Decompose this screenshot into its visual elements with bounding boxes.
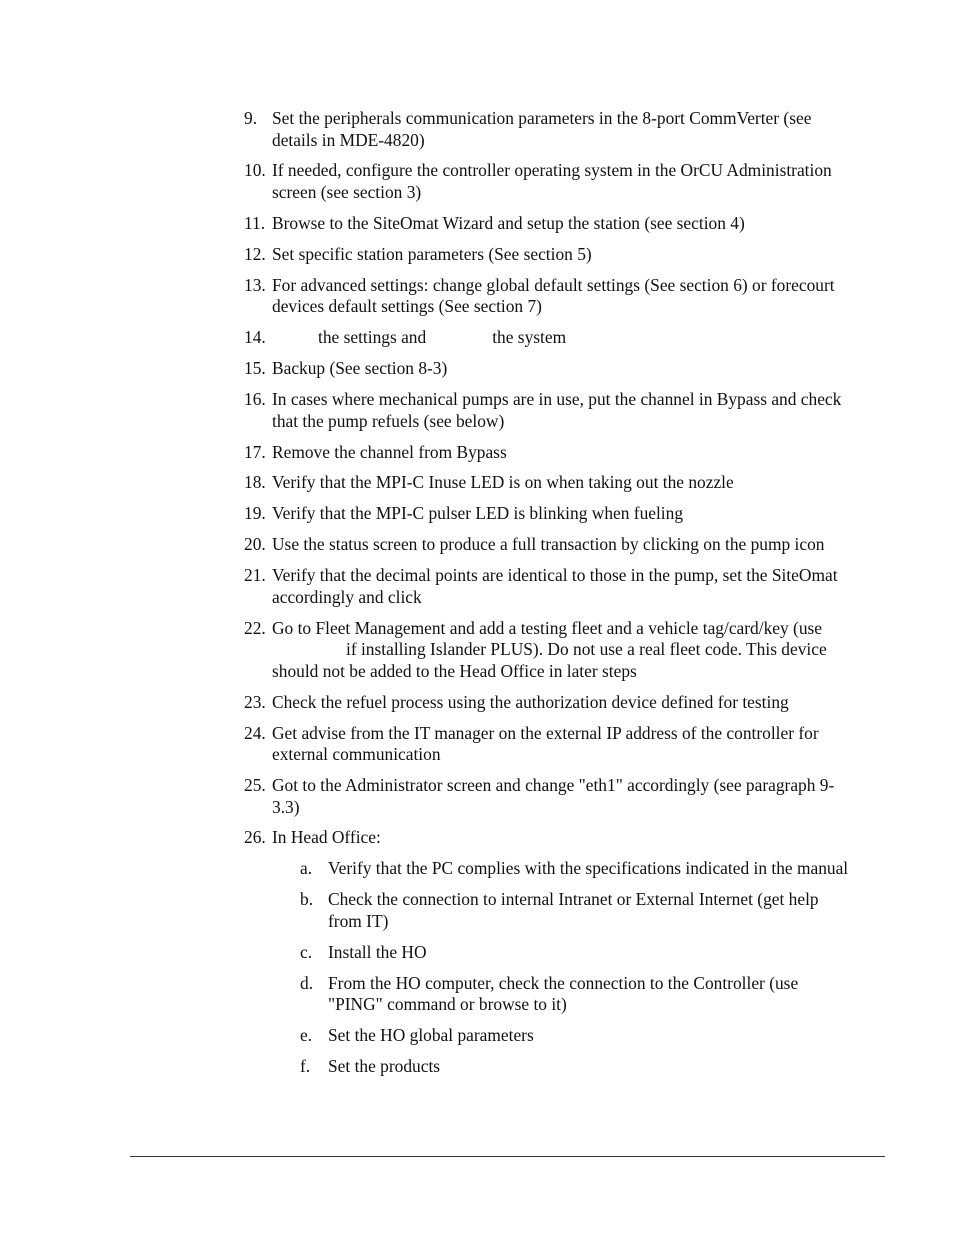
item-number: 25. bbox=[244, 775, 266, 795]
list-item bbox=[244, 565, 856, 608]
sub-list-item bbox=[300, 942, 856, 964]
sub-item-text: Set the products bbox=[328, 1056, 441, 1077]
sub-item-letter: b. bbox=[300, 889, 314, 910]
item-text bbox=[272, 327, 856, 349]
sub-item-text: From the HO computer, check the connection to the Controller (use "PING" command or browse to it) bbox=[328, 972, 799, 1015]
list-item bbox=[244, 160, 856, 203]
list-item bbox=[244, 358, 856, 380]
sub-item-letter: a. bbox=[300, 858, 313, 879]
item-text: Got to the Administrator screen and change "eth1" accordingly (see paragraph 9-3.3) bbox=[272, 775, 835, 817]
sub-item-text: Install the HO bbox=[328, 941, 427, 962]
item-text: If needed, configure the controller operating system in the OrCU Administration screen (see section 3) bbox=[272, 160, 832, 203]
list-item bbox=[244, 723, 856, 766]
item-text: Remove the channel from Bypass bbox=[272, 441, 507, 462]
item-number: 13. bbox=[244, 274, 266, 295]
list-item bbox=[244, 618, 856, 683]
item-text: Verify that the MPI-C pulser LED is blinking when fueling bbox=[272, 503, 684, 524]
list-item bbox=[244, 244, 856, 266]
sub-item-letter: e. bbox=[300, 1025, 313, 1046]
list-item bbox=[244, 389, 856, 432]
list-item bbox=[244, 827, 856, 849]
list-item bbox=[244, 472, 856, 494]
sub-item-text: Verify that the PC complies with the specifications indicated in the manual bbox=[328, 858, 849, 879]
sub-list-item bbox=[300, 889, 856, 932]
sub-item-text: Set the HO global parameters bbox=[328, 1025, 534, 1046]
item-number: 21. bbox=[244, 565, 266, 586]
item-text bbox=[272, 618, 856, 683]
item-text: Verify that the MPI-C Inuse LED is on when taking out the nozzle bbox=[272, 472, 734, 493]
item-text: For advanced settings: change global default settings (See section 6) or forecourt devices default settings (See section 7) bbox=[272, 274, 835, 317]
item-text-part: if installing Islander PLUS). Do not use a real fleet code. This device should not be added to the Head Office in later steps bbox=[272, 639, 827, 681]
item-number: 26. bbox=[244, 827, 266, 848]
list-item bbox=[244, 275, 856, 318]
list-item bbox=[244, 213, 856, 235]
sub-list-item bbox=[300, 1025, 856, 1047]
sub-item-letter: c. bbox=[300, 941, 313, 962]
list-item bbox=[244, 442, 856, 464]
item-text-part: the system bbox=[492, 327, 567, 348]
list-item bbox=[244, 108, 856, 151]
procedure-list bbox=[244, 108, 856, 1087]
item-text: Backup (See section 8-3) bbox=[272, 358, 448, 379]
sub-item-text: Check the connection to internal Intranet or External Internet (get help from IT) bbox=[328, 889, 819, 931]
item-number: 16. bbox=[244, 389, 266, 410]
list-item bbox=[244, 534, 856, 556]
item-number: 15. bbox=[244, 358, 266, 379]
item-number: 24. bbox=[244, 722, 266, 743]
item-number: 12. bbox=[244, 243, 266, 264]
list-item bbox=[244, 692, 856, 714]
item-text: Use the status screen to produce a full transaction by clicking on the pump icon bbox=[272, 534, 825, 555]
list-item bbox=[244, 503, 856, 525]
item-text: Set the peripherals communication parameters in the 8-port CommVerter (see details in MDE-4820) bbox=[272, 108, 812, 150]
sub-list-item bbox=[300, 973, 856, 1016]
item-number: 20. bbox=[244, 534, 266, 555]
item-number: 19. bbox=[244, 503, 266, 524]
list-item bbox=[244, 327, 856, 349]
item-text: In cases where mechanical pumps are in use, put the channel in Bypass and check that the pump refuels (see below) bbox=[272, 389, 842, 431]
item-number: 10. bbox=[244, 160, 266, 181]
item-number: 9. bbox=[244, 108, 258, 128]
item-text: Get advise from the IT manager on the external IP address of the controller for external communication bbox=[272, 722, 819, 765]
sub-item-letter: f. bbox=[300, 1056, 311, 1077]
sub-item-letter: d. bbox=[300, 972, 314, 993]
item-text: In Head Office: bbox=[272, 827, 381, 848]
list-item bbox=[244, 775, 856, 818]
sub-list-item bbox=[300, 1056, 856, 1078]
item-number: 17. bbox=[244, 441, 266, 462]
item-number: 22. bbox=[244, 617, 266, 638]
footer-rule bbox=[130, 1156, 885, 1157]
item-number: 14. bbox=[244, 327, 266, 348]
item-number: 11. bbox=[244, 212, 266, 233]
item-text: Verify that the decimal points are identical to those in the pump, set the SiteOmat accordingly and click bbox=[272, 565, 838, 607]
item-text-part: Go to Fleet Management and add a testing fleet and a vehicle tag/card/key (use bbox=[272, 617, 823, 638]
item-text: Check the refuel process using the authorization device defined for testing bbox=[272, 691, 789, 712]
item-text: Browse to the SiteOmat Wizard and setup the station (see section 4) bbox=[272, 212, 745, 233]
sub-list-item bbox=[300, 858, 856, 880]
item-text-part: the settings and bbox=[318, 327, 427, 348]
item-text: Set specific station parameters (See section 5) bbox=[272, 243, 592, 264]
item-number: 23. bbox=[244, 691, 266, 712]
item-number: 18. bbox=[244, 472, 266, 493]
